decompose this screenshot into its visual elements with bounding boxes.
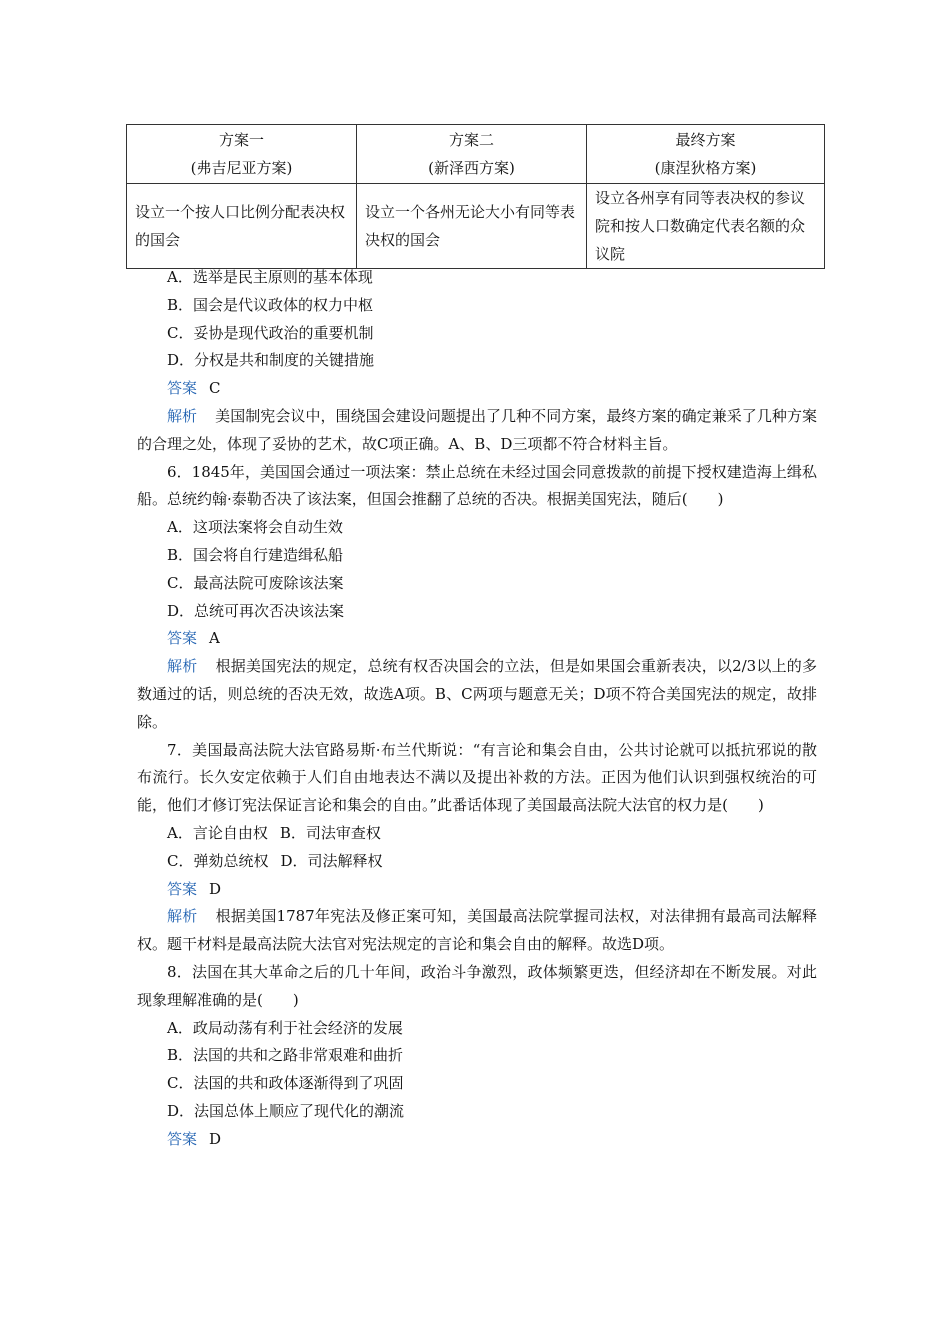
- option-item: D．司法解释权: [280, 851, 383, 870]
- analysis-paragraph: [137, 903, 817, 959]
- plan-subtitle: (新泽西方案): [428, 159, 515, 177]
- table-cell: 设立一个按人口比例分配表决权的国会: [127, 184, 357, 269]
- table-cell: 设立一个各州无论大小有同等表决权的国会: [357, 184, 587, 269]
- option-item: A．选举是民主原则的基本体现: [167, 268, 373, 286]
- option-item: D．法国总体上顺应了现代化的潮流: [167, 1101, 405, 1120]
- table-header-row: [127, 125, 825, 184]
- analysis-label: 解析: [167, 406, 198, 425]
- option-item: A．言论自由权: [167, 823, 268, 842]
- answer-label: 答案: [167, 629, 198, 648]
- answer-value: A: [209, 629, 220, 648]
- table-cell: 设立各州享有同等表决权的参议院和按人口数确定代表名额的众议院: [587, 184, 825, 269]
- analysis-text: 根据美国1787年宪法及修正案可知，美国最高法院掌握司法权，对法律拥有最高司法解释权。题干材料是最高法院大法官对宪法规定的言论和集会自由的解释。故选D项。: [137, 907, 817, 954]
- answer-value: D: [209, 879, 222, 898]
- option-row: [137, 820, 817, 848]
- table-header-cell: [587, 125, 825, 184]
- plan-subtitle: (康涅狄格方案): [654, 159, 757, 177]
- analysis-label: 解析: [167, 657, 198, 676]
- question-stem: 6．1845年，美国国会通过一项法案：禁止总统在未经过国会同意拨款的前提下授权建造海上缉私船。总统约翰·泰勒否决了该法案，但国会推翻了总统的否决。根据美国宪法，随后( ): [137, 462, 817, 509]
- table-row: [127, 184, 825, 269]
- question-stem: 7．美国最高法院大法官路易斯·布兰代斯说：“有言论和集会自由，公共讨论就可以抵抗邪说的散布流行。长久安定依赖于人们自由地表达不满以及提出补救的方法。正因为他们认识到强权统治的可能，他们才修订宪法保证言论和集会的自由。”此番话体现了美国最高法院大法官的权力是( ): [137, 740, 817, 815]
- question-stem: 8．法国在其大革命之后的几十年间，政治斗争激烈，政体频繁更迭，但经济却在不断发展。对此现象理解准确的是( ): [137, 962, 817, 1009]
- question-content: [137, 264, 817, 1154]
- answer-line: [137, 1126, 817, 1154]
- answer-label: 答案: [167, 379, 198, 398]
- answer-line: [137, 375, 817, 403]
- option-item: B．司法审查权: [279, 823, 381, 842]
- table-header-cell: [127, 125, 357, 184]
- option-row: [137, 848, 817, 876]
- answer-label: 答案: [167, 879, 198, 898]
- option-item: A．政局动荡有利于社会经济的发展: [167, 1018, 403, 1037]
- plan-name: 方案二: [448, 131, 494, 149]
- plan-name: 方案一: [218, 131, 264, 149]
- plan-comparison-table: [126, 124, 825, 269]
- option-item: B．国会将自行建造缉私船: [167, 545, 344, 564]
- analysis-text: 美国制宪会议中，围绕国会建设问题提出了几种不同方案，最终方案的确定兼采了几种方案的合理之处，体现了妥协的艺术，故C项正确。A、B、D三项都不符合材料主旨。: [137, 406, 817, 453]
- option-item: C．法国的共和政体逐渐得到了巩固: [167, 1074, 404, 1093]
- table-header-cell: [357, 125, 587, 184]
- analysis-text: 根据美国宪法的规定，总统有权否决国会的立法，但是如果国会重新表决，以2/3以上的多数通过的话，则总统的否决无效，故选A项。B、C两项与题意无关；D项不符合美国宪法的规定，故排除。: [137, 657, 817, 731]
- analysis-paragraph: [137, 403, 817, 459]
- answer-line: [137, 625, 817, 653]
- answer-value: C: [209, 379, 221, 398]
- option-item: D．分权是共和制度的关键措施: [167, 351, 375, 370]
- option-item: C．妥协是现代政治的重要机制: [167, 323, 374, 342]
- option-item: C．弹劾总统权: [167, 851, 269, 870]
- option-item: B．法国的共和之路非常艰难和曲折: [167, 1046, 404, 1065]
- analysis-label: 解析: [167, 907, 198, 926]
- answer-line: [137, 876, 817, 904]
- option-item: D．总统可再次否决该法案: [167, 601, 345, 620]
- plan-name: 最终方案: [675, 131, 736, 149]
- option-item: B．国会是代议政体的权力中枢: [167, 295, 374, 314]
- answer-value: D: [209, 1129, 222, 1148]
- plan-subtitle: (弗吉尼亚方案): [190, 159, 293, 177]
- option-item: C．最高法院可废除该法案: [167, 573, 344, 592]
- option-item: A．这项法案将会自动生效: [167, 518, 343, 537]
- answer-label: 答案: [167, 1129, 198, 1148]
- analysis-paragraph: [137, 653, 817, 736]
